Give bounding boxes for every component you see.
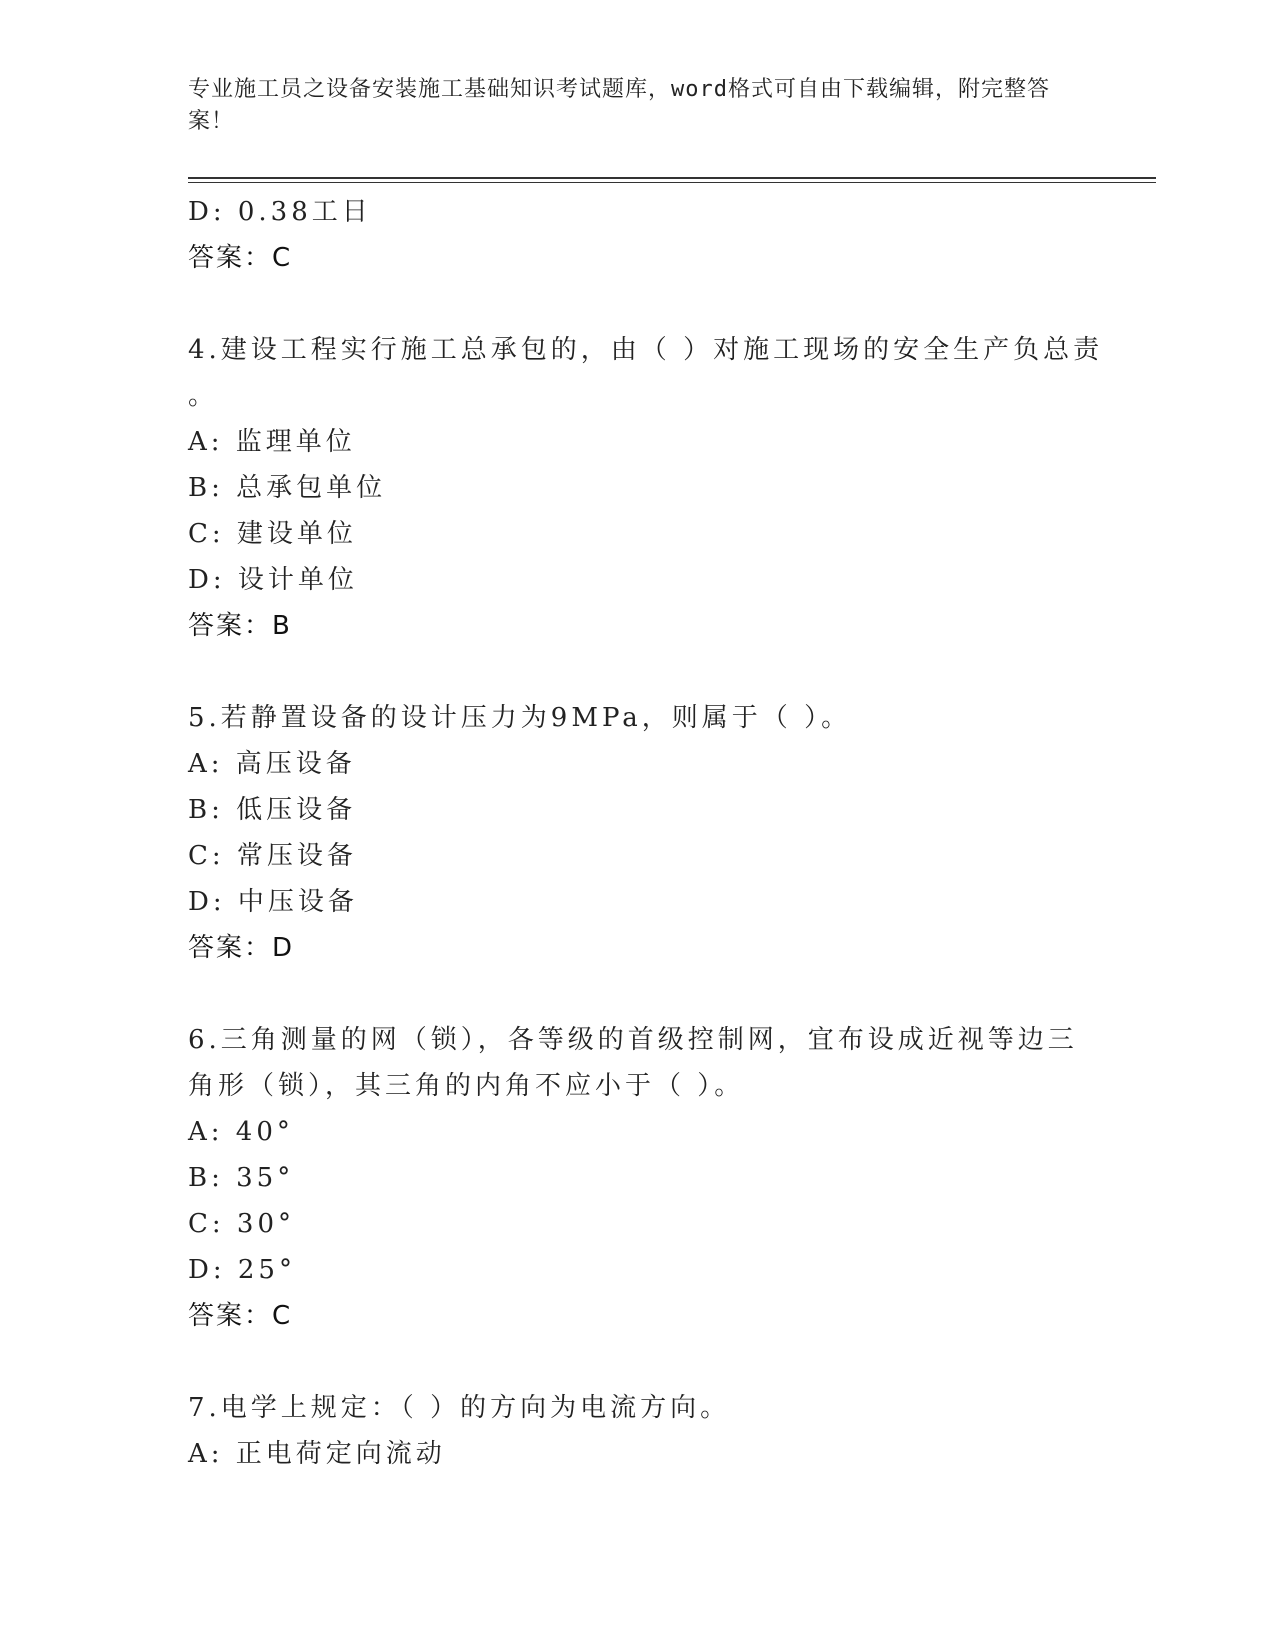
option-a: A: 高压设备 — [188, 749, 356, 779]
answer-text: 答案：B — [188, 611, 292, 641]
question-stem: 6.三角测量的网（锁），各等级的首级控制网，宜布设成近视等边三 — [188, 1025, 1078, 1055]
question-stem-continued: 。 — [188, 381, 219, 411]
option-a: A: 正电荷定向流动 — [188, 1439, 446, 1469]
header-rule-thick — [188, 177, 1156, 179]
spacer — [188, 281, 1088, 327]
answer-text: 答案：C — [188, 243, 293, 273]
answer-text: 答案：D — [188, 933, 295, 963]
spacer — [188, 649, 1088, 695]
option-b: B: 35° — [188, 1163, 295, 1193]
question-list — [188, 189, 1104, 1477]
question-stem: 4.建设工程实行施工总承包的，由（ ）对施工现场的安全生产负总责 — [188, 335, 1104, 365]
header-rule-thin — [188, 182, 1156, 183]
question-stem-continued: 角形（锁），其三角的内角不应小于（ ）。 — [188, 1071, 745, 1101]
option-d: D: 设计单位 — [188, 565, 358, 595]
option-c: C: 建设单位 — [188, 519, 357, 549]
option-d: D: 0.38工日 — [188, 197, 372, 227]
option-a: A: 监理单位 — [188, 427, 356, 457]
spacer — [188, 1339, 1088, 1385]
option-c: C: 常压设备 — [188, 841, 357, 871]
option-b: B: 低压设备 — [188, 795, 357, 825]
answer-text: 答案：C — [188, 1301, 293, 1331]
question-stem: 7.电学上规定：（ ）的方向为电流方向。 — [188, 1393, 731, 1423]
option-c: C: 30° — [188, 1209, 296, 1239]
option-b: B: 总承包单位 — [188, 473, 387, 503]
question-stem: 5.若静置设备的设计压力为9MPa，则属于（ ）。 — [188, 703, 852, 733]
document-header: 专业施工员之设备安装施工基础知识考试题库，word格式可自由下载编辑，附完整答案！ — [188, 77, 1050, 134]
spacer — [188, 971, 1088, 1017]
option-d: D: 中压设备 — [188, 887, 358, 917]
option-d: D: 25° — [188, 1255, 296, 1285]
option-a: A: 40° — [188, 1117, 294, 1147]
